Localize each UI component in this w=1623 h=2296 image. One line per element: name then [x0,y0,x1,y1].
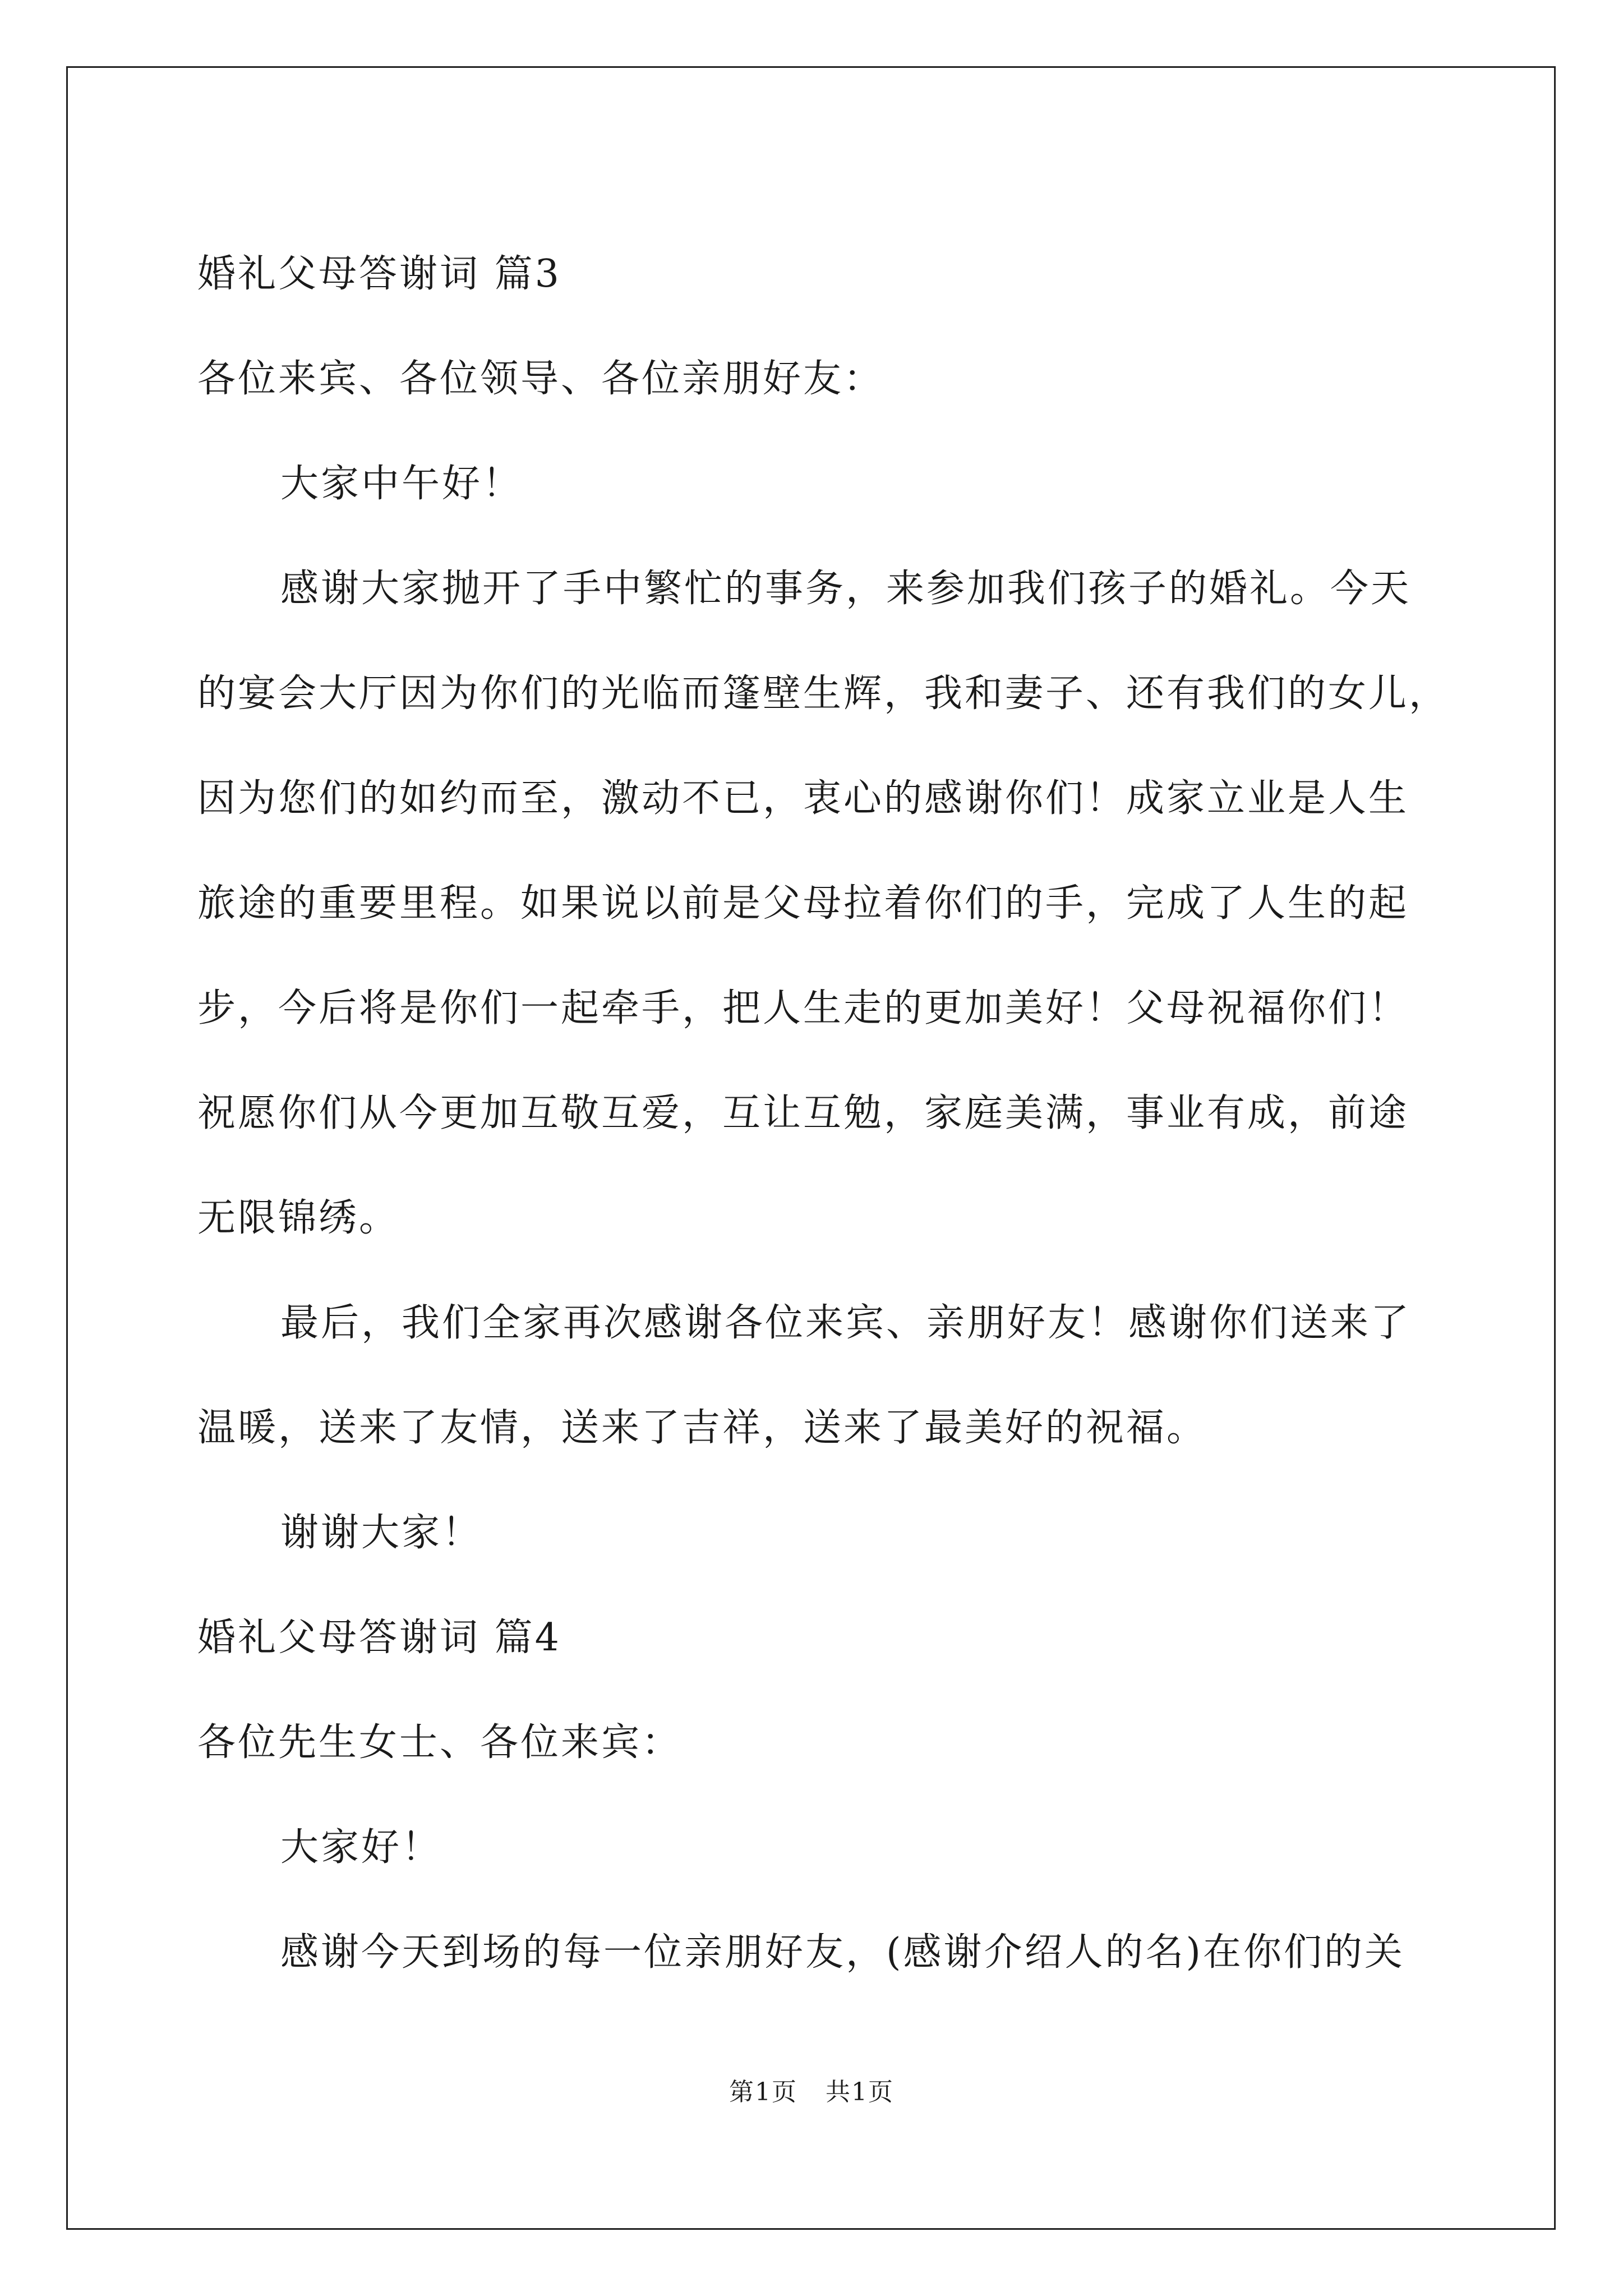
page-footer [0,2076,1623,2109]
page-number: 第1页 [729,2078,797,2106]
salutation: 各位先生女士、各位来宾： [197,1720,683,1765]
paragraph-line: 祝愿你们从今更加互敬互爱，互让互勉，家庭美满，事业有成，前途 [197,1091,1409,1135]
section-title: 婚礼父母答谢词 篇4 [197,1616,561,1660]
greeting: 大家好！ [280,1825,442,1870]
closing-thanks: 谢谢大家！ [280,1511,483,1555]
paragraph-line: 最后，我们全家再次感谢各位来宾、亲朋好友！感谢你们送来了 [280,1301,1412,1345]
section-title: 婚礼父母答谢词 篇3 [197,252,561,296]
greeting: 大家中午好！ [280,462,523,506]
paragraph-line: 温暖，送来了友情，送来了吉祥，送来了最美好的祝福。 [197,1406,1207,1450]
paragraph-line: 的宴会大厅因为你们的光临而篷壁生辉，我和妻子、还有我们的女儿， [197,671,1450,716]
paragraph-line: 因为您们的如约而至，激动不已，衷心的感谢你们！成家立业是人生 [197,776,1409,821]
page-count: 共1页 [826,2078,894,2106]
salutation: 各位来宾、各位领导、各位亲朋好友： [197,357,884,401]
paragraph-line: 感谢今天到场的每一位亲朋好友，(感谢介绍人的名)在你们的关 [280,1930,1405,1975]
paragraph-line: 感谢大家抛开了手中繁忙的事务，来参加我们孩子的婚礼。今天 [280,567,1412,611]
document-body [197,222,1450,2005]
paragraph-line: 无限锦绣。 [197,1196,400,1240]
paragraph-line: 旅途的重要里程。如果说以前是父母拉着你们的手，完成了人生的起 [197,881,1409,926]
paragraph-line: 步，今后将是你们一起牵手，把人生走的更加美好！父母祝福你们！ [197,986,1409,1030]
